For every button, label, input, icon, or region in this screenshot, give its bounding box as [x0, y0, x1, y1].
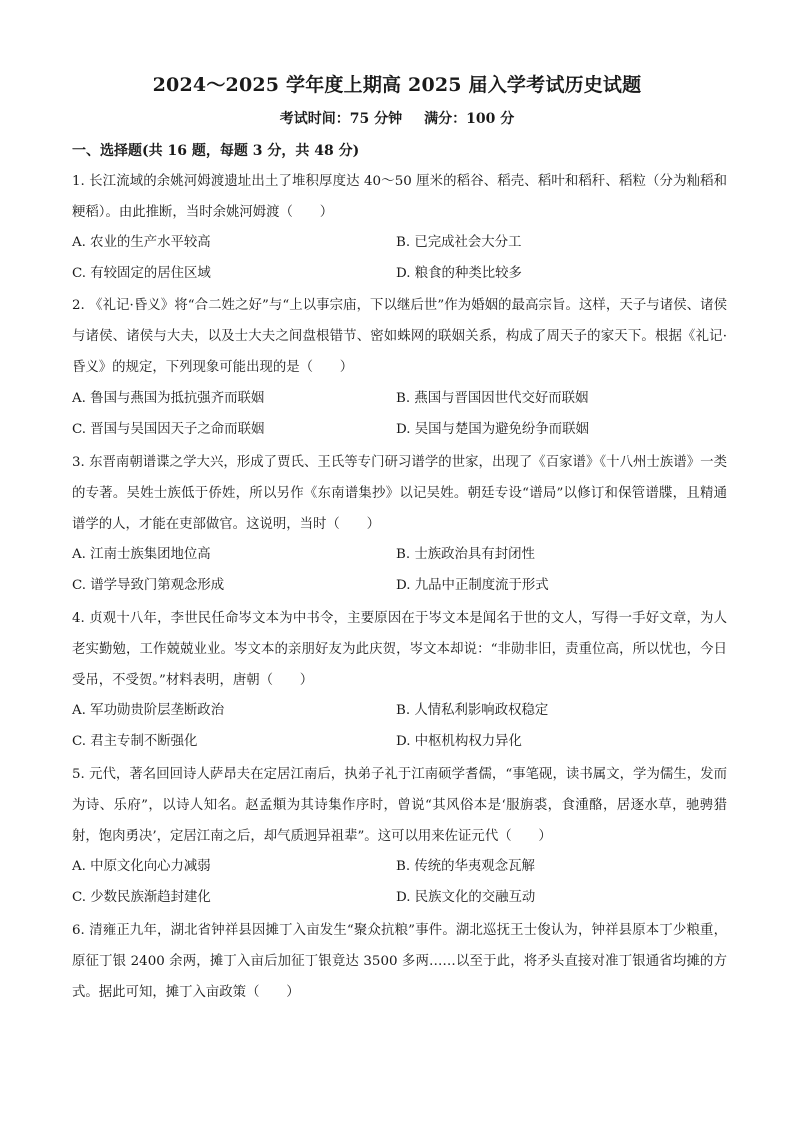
option-a: A. 农业的生产水平较高	[72, 235, 211, 250]
question-stem: 2. 《礼记·昏义》将“合二姓之好”与“上以事宗庙，下以继后世”作为婚姻的最高宗旨。这样，天子与诸侯、诸侯与诸侯、诸侯与大夫，以及士大夫之间盘根错节、密如蛛网的联姻关系，构成了周天子的家天下。根据《礼记·昏义》的规定，下列现象可能出现的是（ ）	[72, 298, 727, 375]
exam-title: 2024～2025 学年度上期高 2025 届入学考试历史试题	[152, 74, 642, 96]
section-heading: 一、选择题(共 16 题，每题 3 分，共 48 分)	[72, 143, 360, 159]
exam-info	[0, 108, 794, 128]
option-c: C. 谱学导致门第观念形成	[72, 578, 225, 593]
question-stem: 4. 贞观十八年，李世民任命岑文本为中书令，主要原因在于岑文本是闻名于世的文人，写得一手好文章，为人老实勤勉，工作兢兢业业。岑文本的亲朋好友为此庆贺，岑文本却说：“非勋非旧，责重位高，所以忧也，今日受吊，不受贺。”材料表明，唐朝（ ）	[72, 611, 727, 688]
option-b: B. 人情私利影响政权稳定	[396, 703, 549, 718]
option-d: D. 中枢机构权力异化	[396, 734, 522, 749]
option-b: B. 燕国与晋国因世代交好而联姻	[396, 391, 589, 406]
option-b: B. 已完成社会大分工	[396, 235, 522, 250]
question-stem: 1. 长江流域的余姚河姆渡遗址出土了堆积厚度达 40～50 厘米的稻谷、稻壳、稻叶和稻秆、稻粒（分为籼稻和粳稻）。由此推断，当时余姚河姆渡（ ）	[72, 174, 727, 220]
option-c: C. 君主专制不断强化	[72, 734, 198, 749]
option-a: A. 江南士族集团地位高	[72, 547, 211, 562]
option-d: D. 九品中正制度流于形式	[396, 578, 549, 593]
option-b: B. 传统的华夷观念瓦解	[396, 859, 535, 874]
question-stem: 6. 清雍正九年，湖北省钟祥县因摊丁入亩发生“聚众抗粮”事件。湖北巡抚王士俊认为，钟祥县原本丁少粮重，原征丁银 2400 余两，摊丁入亩后加征丁银竟达 3500 多两……以至于此，将矛头直接对准丁银通省均摊的方式。据此可知，摊丁入亩政策（ ）	[72, 923, 727, 1000]
exam-time: 考试时间：75 分钟	[279, 111, 403, 127]
option-d: D. 吴国与楚国为避免纷争而联姻	[396, 422, 589, 437]
option-a: A. 军功勋贵阶层垄断政治	[72, 703, 225, 718]
option-b: B. 士族政治具有封闭性	[396, 547, 535, 562]
full-score: 满分：100 分	[424, 111, 515, 127]
option-a: A. 鲁国与燕国为抵抗强齐而联姻	[72, 391, 265, 406]
option-a: A. 中原文化向心力减弱	[72, 859, 211, 874]
option-c: C. 少数民族渐趋封建化	[72, 890, 211, 905]
option-c: C. 晋国与吴国因天子之命而联姻	[72, 422, 265, 437]
question-stem: 5. 元代，著名回回诗人萨昂夫在定居江南后，执弟子礼于江南硕学耆儒，“事笔砚，读书属文，学为儒生，发而为诗、乐府”，以诗人知名。赵孟頫为其诗集作序时，曾说“其风俗本是‘服旃裘，食湩酪，居逐水草，驰骋猎射，饱肉勇决’，定居江南之后，却气质迥异祖辈”。这可以用来佐证元代（ ）	[72, 767, 727, 844]
option-d: D. 粮食的种类比较多	[396, 266, 522, 281]
question-stem: 3. 东晋南朝谱谍之学大兴，形成了贾氏、王氏等专门研习谱学的世家，出现了《百家谱》《十八州士族谱》一类的专著。吴姓士族低于侨姓，所以另作《东南谱集抄》以记吴姓。朝廷专设“谱局”以修订和保管谱牒，且精通谱学的人，才能在吏部做官。这说明，当时（ ）	[72, 455, 727, 532]
option-d: D. 民族文化的交融互动	[396, 890, 536, 905]
option-c: C. 有较固定的居住区域	[72, 266, 211, 281]
